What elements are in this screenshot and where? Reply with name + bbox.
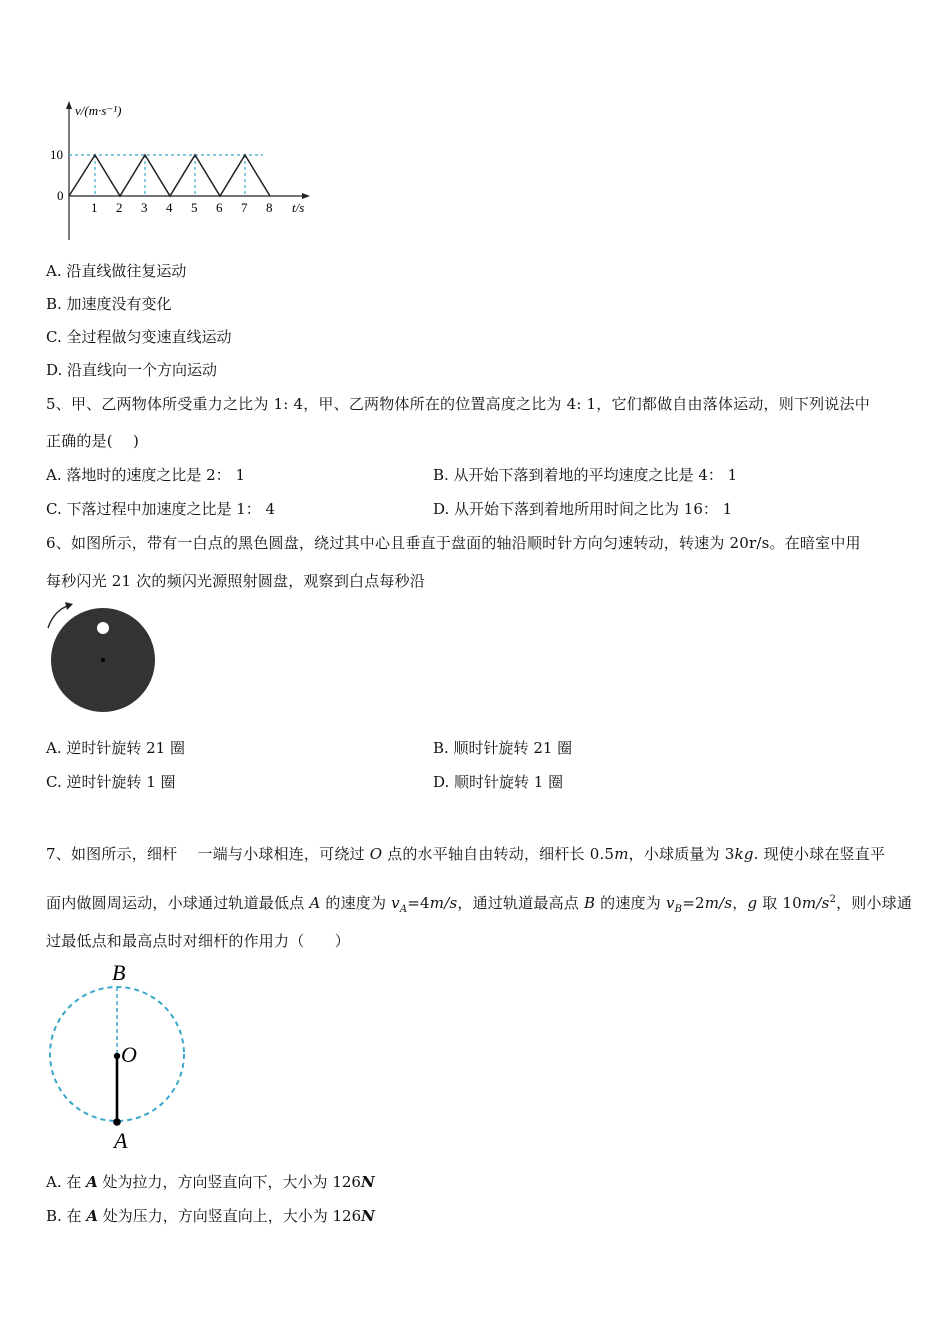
q4-option-a: A. 沿直线做往复运动 xyxy=(46,262,187,280)
q7-stem-line2: 面内做圆周运动，小球通过轨道最低点 A 的速度为 $v_A=4m/s$，通过轨道最高点 B 的速度为 $v_B=2m/s$，g 取 $10m/s^2$，则小球通 xyxy=(46,894,913,915)
x-tick-8: 8 xyxy=(266,200,273,215)
q7-stem-line1: 7、如图所示，细杆 一端与小球相连，可绕过 O 点的水平轴自由转动，细杆长 0.5m，小球质量为 3kg. 现使小球在竖直平 xyxy=(46,845,886,863)
pivot-o xyxy=(114,1053,120,1059)
y-tick-10: 10 xyxy=(50,147,63,162)
q5-option-b: B. 从开始下落到着地的平均速度之比是 4： 1 xyxy=(433,466,738,484)
q5-stem-line2: 正确的是( ) xyxy=(46,432,140,450)
ball-a xyxy=(113,1118,121,1126)
x-tick-5: 5 xyxy=(191,200,198,215)
q5-stem-line1: 5、甲、乙两物体所受重力之比为 1: 4，甲、乙两物体所在的位置高度之比为 4: 1，它们都做自由落体运动，则下列说法中 xyxy=(46,395,870,413)
label-b: B xyxy=(112,960,126,985)
x-tick-2: 2 xyxy=(116,200,123,215)
velocity-curve xyxy=(69,155,270,196)
q7-option-a: A. 在 A 处为拉力，方向竖直向下，大小为 126N xyxy=(46,1173,375,1191)
x-tick-1: 1 xyxy=(91,200,98,215)
y-axis-arrow xyxy=(66,101,72,109)
q5-option-c: C. 下落过程中加速度之比是 1： 4 xyxy=(46,500,276,518)
q6-option-a: A. 逆时针旋转 21 圈 xyxy=(46,739,185,757)
x-axis-arrow xyxy=(302,193,310,199)
x-tick-6: 6 xyxy=(216,200,223,215)
q6-option-c: C. 逆时针旋转 1 圈 xyxy=(46,773,176,791)
q6-stem-line1: 6、如图所示，带有一白点的黑色圆盘，绕过其中心且垂直于盘面的轴沿顺时针方向匀速转动，转速为 20r/s。在暗室中用 xyxy=(46,534,861,552)
y-axis-label: v/(m·s⁻¹) xyxy=(75,103,122,118)
label-o: O xyxy=(121,1042,137,1067)
q6-option-d: D. 顺时针旋转 1 圈 xyxy=(433,773,564,791)
x-tick-3: 3 xyxy=(141,200,148,215)
q6-option-b: B. 顺时针旋转 21 圈 xyxy=(433,739,573,757)
label-a: A xyxy=(114,1128,128,1153)
velocity-time-graph xyxy=(40,95,320,250)
circular-motion-diagram xyxy=(40,955,200,1155)
q5-option-d: D. 从开始下落到着地所用时间之比为 16： 1 xyxy=(433,500,733,518)
rotating-disc-diagram xyxy=(40,600,170,720)
clockwise-arrowhead xyxy=(65,602,73,610)
q5-option-a: A. 落地时的速度之比是 2： 1 xyxy=(46,466,245,484)
disc-center xyxy=(101,658,105,662)
q4-option-b: B. 加速度没有变化 xyxy=(46,295,172,313)
q4-option-c: C. 全过程做匀变速直线运动 xyxy=(46,328,232,346)
x-tick-4: 4 xyxy=(166,200,173,215)
x-axis-label: t/s xyxy=(292,200,305,215)
q7-stem-line3: 过最低点和最高点时对细杆的作用力（ ） xyxy=(46,932,351,950)
x-tick-7: 7 xyxy=(241,200,248,215)
q7-option-b: B. 在 A 处为压力，方向竖直向上，大小为 126N xyxy=(46,1207,375,1225)
q6-stem-line2: 每秒闪光 21 次的频闪光源照射圆盘，观察到白点每秒沿 xyxy=(46,572,426,590)
origin-label: 0 xyxy=(57,188,64,203)
q4-option-d: D. 沿直线向一个方向运动 xyxy=(46,361,218,379)
white-dot xyxy=(97,622,109,634)
